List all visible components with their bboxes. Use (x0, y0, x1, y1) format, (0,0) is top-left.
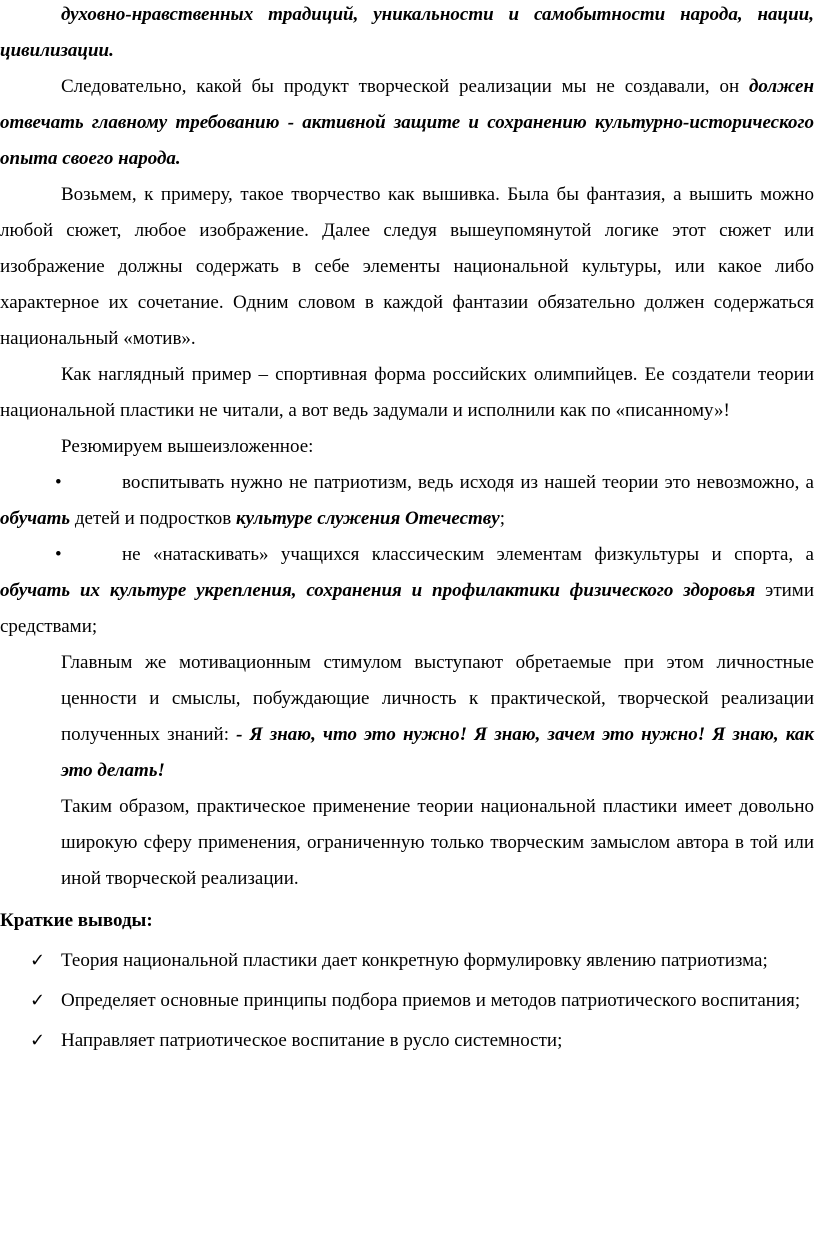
bullet-text: детей и подростков (70, 508, 237, 529)
emphasis-text: обучать их культуре укрепления, сохранения и профилактики физического здоровья (0, 580, 756, 601)
checklist-item (0, 943, 814, 979)
paragraph-text: Главным же мотивационным стимулом выступают обретаемые при этом личностные ценности и смыслы, побуждающие личность к практической, творческой реализации полученных знаний: (61, 652, 814, 745)
paragraph-continuation (0, 0, 814, 69)
paragraph-conclusion (61, 789, 814, 897)
paragraph-embroidery (0, 177, 814, 357)
paragraph-summary-intro (0, 429, 814, 465)
emphasis-text: культуре служения Отечеству (236, 508, 500, 529)
bullet-text: ; (499, 508, 506, 529)
checklist-text: Направляет патриотическое воспитание в русло системности; (61, 1030, 563, 1051)
checklist-text: Теория национальной пластики дает конкретную формулировку явлению патриотизма; (61, 950, 768, 971)
checkmark-icon: ✓ (30, 950, 46, 971)
bullet-text: воспитывать нужно не патриотизм, ведь исходя из нашей теории это невозможно, а (122, 472, 814, 493)
paragraph-example (0, 357, 814, 429)
bullet-item (0, 537, 814, 645)
emphasis-text: обучать (0, 508, 71, 529)
checkmark-icon: ✓ (30, 990, 46, 1011)
paragraph-text: Резюмируем вышеизложенное: (61, 436, 314, 457)
bullet-icon: • (55, 472, 62, 493)
paragraph-motivation (61, 645, 814, 789)
bullet-text: этими средствами; (0, 580, 814, 637)
paragraph-text: Возьмем, к примеру, такое творчество как вышивка. Была бы фантазия, а вышить можно любой сюжет, любое изображение. Далее следуя вышеупомянутой логике этот сюжет или изображение должны содержать в себе элементы национальной культуры, или какое либо характерное их сочетание. Одним словом в каждой фантазии обязательно должен содержаться национальный «мотив». (0, 184, 814, 349)
paragraph-text: Таким образом, практическое применение теории национальной пластики имеет довольно широкую сферу применения, ограниченную только творческим замыслом автора в той или иной творческой реализации. (61, 796, 814, 889)
emphasis-text: - Я знаю, что это нужно! Я знаю, зачем это нужно! Я знаю, как это делать! (61, 724, 814, 781)
checkmark-icon: ✓ (30, 1030, 46, 1051)
checklist-item (0, 1023, 814, 1059)
bullet-item (0, 465, 814, 537)
bullet-text: не «натаскивать» учащихся классическим элементам физкультуры и спорта, а (122, 544, 814, 565)
emphasis-text: должен отвечать главному требованию - активной защите и сохранению культурно-исторического опыта своего народа. (0, 76, 814, 169)
paragraph-text: Следовательно, какой бы продукт творческой реализации мы не создавали, он (61, 76, 749, 97)
checklist-text: Определяет основные принципы подбора приемов и методов патриотического воспитания; (61, 990, 801, 1011)
paragraph-requirement (0, 69, 814, 177)
section-heading: Краткие выводы: (0, 910, 153, 931)
paragraph-text: Как наглядный пример – спортивная форма российских олимпийцев. Ее создатели теории национальной пластики не читали, а вот ведь задумали и исполнили как по «писанному»! (0, 364, 814, 421)
checklist-item (0, 983, 814, 1019)
emphasis-text: духовно-нравственных традиций, уникальности и самобытности народа, нации, цивилизации. (0, 4, 814, 61)
bullet-icon: • (55, 544, 62, 565)
